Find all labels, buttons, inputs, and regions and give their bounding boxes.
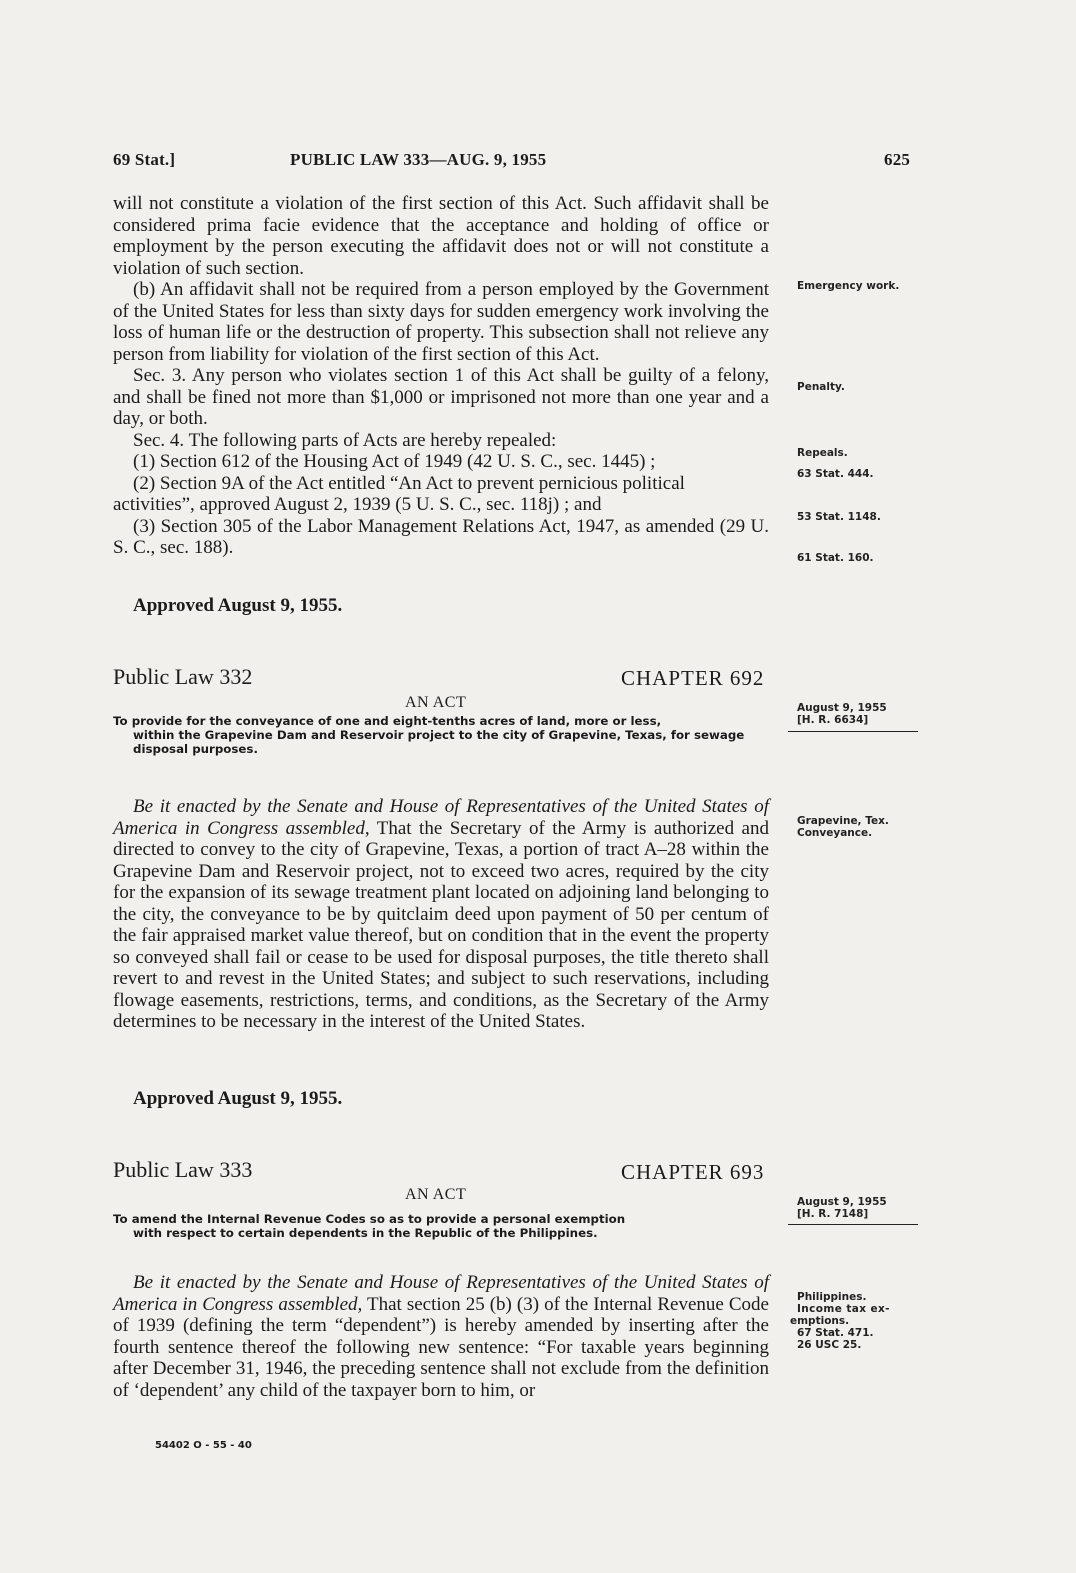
- margin-note-bill-332: [H. R. 6634]: [797, 714, 869, 726]
- enacting-clause: Be it enacted by the Senate and House of Representatives of the United States of America in Congress assembled,: [113, 796, 769, 839]
- an-act-heading: AN ACT: [405, 1186, 467, 1203]
- section-3: Sec. 3. Any person who violates section 1 of this Act shall be guilty of a felony, and shall be fined not more than $1,000 or imprisoned not more than one year and a day, or both.: [113, 365, 769, 429]
- margin-note-stat-1148: 53 Stat. 1148.: [797, 511, 881, 523]
- margin-note-usc-25: 26 USC 25.: [797, 1339, 862, 1351]
- approved-date: Approved August 9, 1955.: [133, 1088, 343, 1109]
- chapter-693-heading: CHAPTER 693: [621, 1160, 765, 1184]
- margin-note-stat-444: 63 Stat. 444.: [797, 468, 874, 480]
- law-333-body: That section 25 (b) (3) of the Internal Revenue Code of 1939 (defining the term “dependent”) is hereby amended by inserting after the fourth sentence thereof the following new sentence: “For taxable years beginning after December 31, 1946, the preceding sentence shall not exclude from the definition of ‘dependent’ any child of the taxpayer born to him, or: [113, 1293, 769, 1401]
- subsection-b: (b) An affidavit shall not be required from a person employed by the Government of the United States for less than sixty days for sudden emergency work involving the loss of human life or the destruction of property. This subsection shall not relieve any person from liability for violation of the first section of this Act.: [113, 279, 769, 365]
- margin-note-conveyance: Conveyance.: [797, 827, 873, 839]
- chapter-692-heading: CHAPTER 692: [621, 666, 765, 690]
- margin-note-philippines: Philippines.: [797, 1291, 867, 1303]
- public-law-332-heading: Public Law 332: [113, 664, 253, 689]
- margin-note-date-333: August 9, 1955: [797, 1196, 887, 1208]
- header-page-number: 625: [884, 150, 911, 169]
- margin-note-stat-160: 61 Stat. 160.: [797, 552, 874, 564]
- margin-note-emergency: Emergency work.: [797, 280, 900, 292]
- margin-note-date-332: August 9, 1955: [797, 702, 887, 714]
- approved-date: Approved August 9, 1955.: [133, 595, 343, 616]
- law-333-purpose: [113, 1212, 769, 1240]
- print-code-footer: 54402 O - 55 - 40: [155, 1440, 252, 1451]
- enacting-clause: Be it enacted by the Senate and House of Representatives of the United States of America in Congress assembled,: [113, 1272, 769, 1315]
- section-4: Sec. 4. The following parts of Acts are hereby repealed:: [133, 429, 557, 451]
- law-332-enacting-text: [113, 796, 769, 1033]
- margin-note-stat-471: 67 Stat. 471.: [797, 1327, 874, 1339]
- continuation-paragraph: will not constitute a violation of the first section of this Act. Such affidavit shall be considered prima facie evidence that the acceptance and holding of office or employment by the person executing the affidavit does not or will not constitute a violation of such section.: [113, 193, 769, 279]
- margin-note-grapevine: Grapevine, Tex.: [797, 815, 889, 827]
- law-332-purpose: [113, 714, 769, 756]
- header-title: PUBLIC LAW 333—AUG. 9, 1955: [290, 150, 547, 169]
- purpose-continuation: within the Grapevine Dam and Reservoir project to the city of Grapevine, Texas, for sewage disposal purposes.: [133, 728, 745, 756]
- margin-note-repeals: Repeals.: [797, 447, 848, 459]
- continuation-section: [113, 193, 769, 559]
- margin-note-penalty: Penalty.: [797, 381, 845, 393]
- margin-rule: [788, 1224, 918, 1225]
- purpose-line-first: To amend the Internal Revenue Codes so as to provide a personal exemption: [113, 1212, 626, 1226]
- repeal-item-3: (3) Section 305 of the Labor Management Relations Act, 1947, as amended (29 U. S. C., sec. 188).: [113, 515, 769, 558]
- an-act-heading: AN ACT: [405, 694, 467, 711]
- margin-note-income-tax: Income tax ex-: [797, 1303, 890, 1315]
- repeal-item-2: (2) Section 9A of the Act entitled “An Act to prevent pernicious political activities”, approved August 2, 1939 (5 U. S. C., sec. 118j) ; and: [113, 472, 685, 515]
- margin-rule: [788, 731, 918, 732]
- margin-note-bill-333: [H. R. 7148]: [797, 1208, 869, 1220]
- public-law-333-heading: Public Law 333: [113, 1157, 253, 1182]
- law-332-body: That the Secretary of the Army is authorized and directed to convey to the city of Grapevine, Texas, a portion of tract A–28 within the Grapevine Dam and Reservoir project, not to exceed two acres, required by the city for the expansion of its sewage treatment plant located on adjoining land belonging to the city, the conveyance to be by quitclaim deed upon payment of 50 per centum of the fair appraised market value thereof, but on condition that in the event the property so conveyed shall fail or cease to be used for disposal purposes, the title thereto shall revert to and revest in the United States; and subject to such reservations, including flowage easements, restrictions, terms, and conditions, as the Secretary of the Army determines to be necessary in the interest of the United States.: [113, 817, 769, 1032]
- margin-note-exemptions: emptions.: [790, 1315, 850, 1327]
- header-volume: 69 Stat.]: [113, 150, 176, 169]
- purpose-continuation: with respect to certain dependents in the Republic of the Philippines.: [133, 1226, 598, 1240]
- law-333-enacting-text: [113, 1272, 769, 1401]
- repeal-item-1: (1) Section 612 of the Housing Act of 1949 (42 U. S. C., sec. 1445) ;: [133, 451, 656, 472]
- purpose-line-first: To provide for the conveyance of one and eight-tenths acres of land, more or less,: [113, 714, 662, 728]
